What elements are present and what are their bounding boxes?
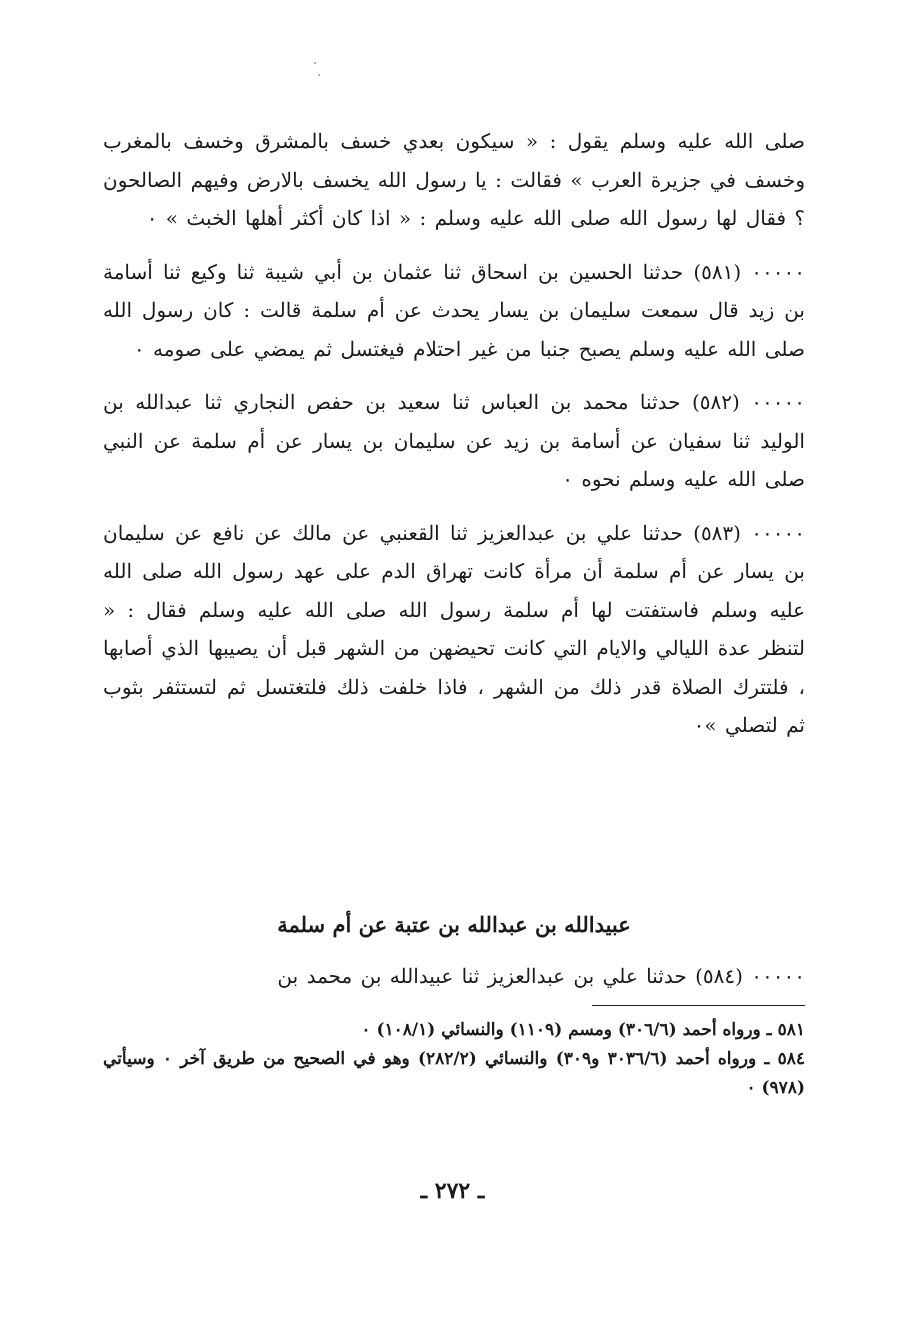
hadith-583: ٠٠٠٠٠ (٥٨٣) حدثنا علي بن عبدالعزيز ثنا القعنبي عن مالك عن نافع عن سليمان بن يسار عن أم سلمة أن مرأة كانت تهراق الدم على عهد رسول الله صلى الله عليه وسلم فاستفتت لها أم سلمة رسول الله صلى الله عليه وسلم فقال : « لتنظر عدة الليالي والايام التي كانت تحيضهن من الشهر قبل أن يصيبها الذي أصابها ، فلتترك الصلاة قدر ذلك من الشهر ، فاذا خلفت ذلك فلتغتسل ثم لتستثفر بثوب ثم لتصلي »٠	[103, 520, 805, 737]
section-heading: عبيدالله بن عبدالله بن عتبة عن أم سلمة	[277, 912, 631, 937]
footnotes	[103, 1016, 805, 1103]
hadith-584: ٠٠٠٠٠ (٥٨٤) حدثنا علي بن عبدالعزيز ثنا عبيدالله بن محمد بن	[277, 964, 805, 988]
footnote-581: ٥٨١ ـ ورواه أحمد (٣٠٦/٦) ومسم (١١٠٩) والنسائي (١٠٨/١) ٠	[361, 1020, 805, 1040]
footnote-divider	[592, 1005, 805, 1006]
paragraph-continuation: صلى الله عليه وسلم يقول : « سيكون بعدي خسف بالمشرق وخسف بالمغرب وخسف في جزيرة العرب » فقالت : يا رسول الله يخسف بالارض وفيهم الصالحون ؟ فقال لها رسول الله صلى الله عليه وسلم : « اذا كان أكثر أهلها الخبث » ٠	[103, 129, 805, 230]
hadith-582: ٠٠٠٠٠ (٥٨٢) حدثنا محمد بن العباس ثنا سعيد بن حفص النجاري ثنا عبدالله بن الوليد ثنا سفيان عن أسامة بن زيد عن سليمان بن يسار عن أم سلمة عن النبي صلى الله عليه وسلم نحوه ٠	[103, 390, 805, 491]
footnote-584: ٥٨٤ ـ ورواه أحمد (٣٠٣٦/٦ و٣٠٩) والنسائي (٢٨٢/٢) وهو في الصحيح من طريق آخر ٠ وسيأتي (٩٧٨) ٠	[103, 1049, 805, 1098]
scan-speck	[318, 74, 320, 76]
page-number: ـ ٢٧٢ ـ	[420, 1178, 485, 1204]
hadith-584-block	[103, 957, 805, 996]
scan-speck	[314, 62, 316, 64]
hadith-581: ٠٠٠٠٠ (٥٨١) حدثنا الحسين بن اسحاق ثنا عثمان بن أبي شيبة ثنا وكيع ثنا أسامة بن زيد قال سمعت سليمان بن يسار يحدث عن أم سلمة قالت : كان رسول الله صلى الله عليه وسلم يصبح جنبا من غير احتلام فيغتسل ثم يمضي على صومه ٠	[103, 259, 805, 361]
main-text	[103, 122, 805, 745]
